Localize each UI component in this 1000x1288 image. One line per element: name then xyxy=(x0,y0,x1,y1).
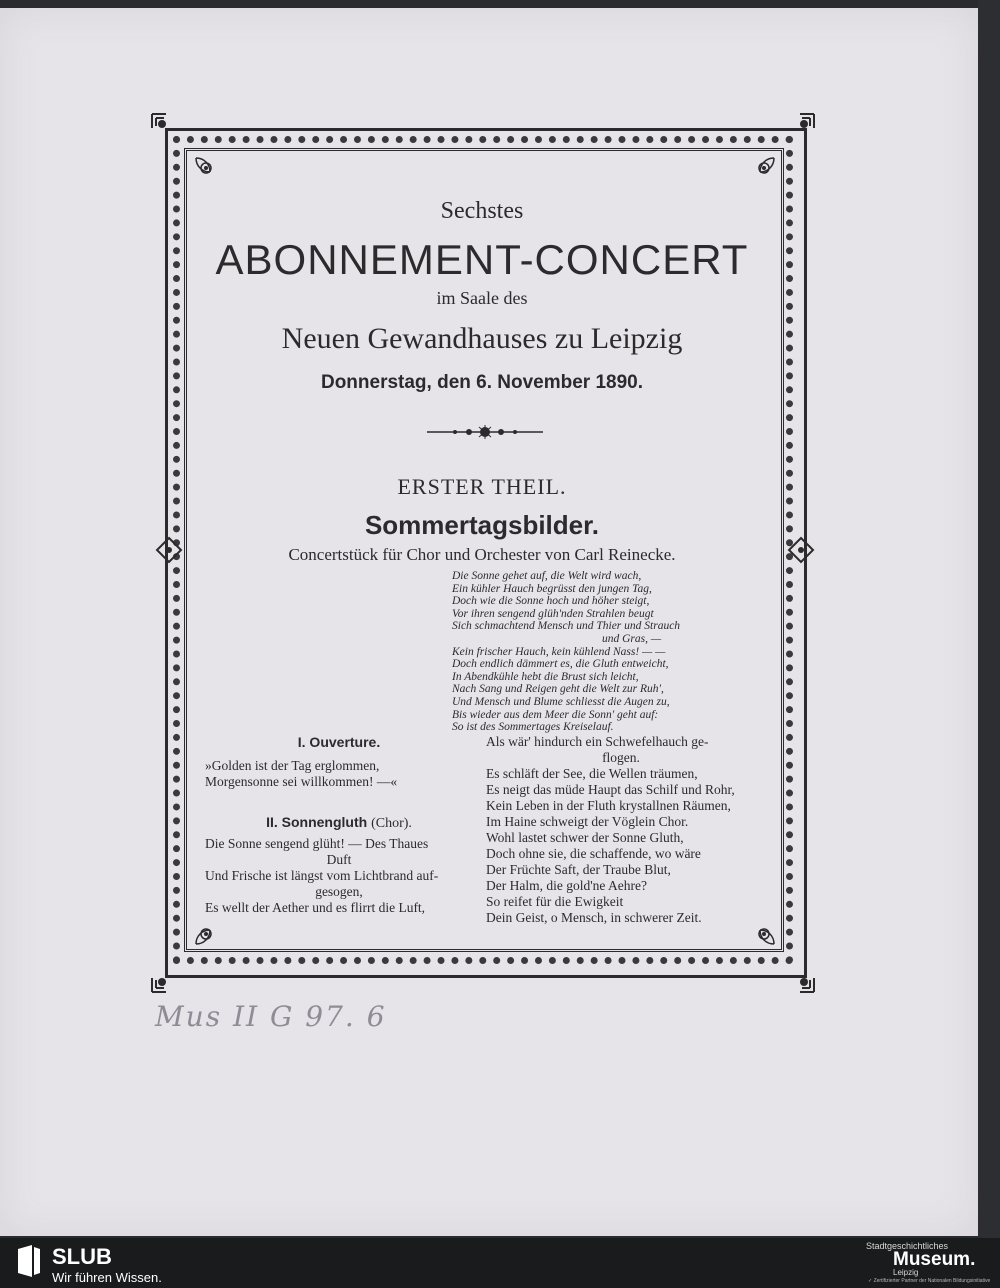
poem-line: Nach Sang und Reigen geht die Welt zur Ruh', xyxy=(452,683,664,696)
text-line: gesogen, xyxy=(315,884,363,899)
poem-line: Doch endlich dämmert es, die Gluth entweicht, xyxy=(452,658,669,671)
poem-line: Kein frischer Hauch, kein kühlend Nass! — — xyxy=(452,645,666,658)
section-heading xyxy=(205,814,473,832)
poem-line: Vor ihren sengend glüh'nden Strahlen beugt xyxy=(452,607,654,620)
poem-line: Sich schmachtend Mensch und Thier und Strauch xyxy=(452,620,681,633)
corner-ornament-icon xyxy=(778,112,816,150)
section-heading: I. Ouverture. xyxy=(297,734,381,750)
corner-ornament-icon xyxy=(150,112,188,150)
text-line: Es wellt der Aether und es flirrt die Luft, xyxy=(205,900,426,915)
inner-corner-flourish-icon xyxy=(192,154,230,192)
text-line: Es neigt das müde Haupt das Schilf und Rohr, xyxy=(486,782,735,797)
museum-name: Museum. xyxy=(893,1249,976,1270)
side-ornament-icon xyxy=(155,536,183,564)
text-line: flogen. xyxy=(602,750,640,765)
poem-line: Die Sonne gehet auf, die Welt wird wach, xyxy=(452,570,642,582)
work-title: Sommertagsbilder. xyxy=(364,510,600,540)
concert-date: Donnerstag, den 6. November 1890. xyxy=(320,372,644,393)
text-line: Dein Geist, o Mensch, in schwerer Zeit. xyxy=(486,910,702,925)
section-heading-title: II. Sonnengluth xyxy=(266,814,368,830)
text-line: Kein Leben in der Fluth krystallnen Räumen, xyxy=(486,798,731,813)
text-line: Duft xyxy=(326,852,352,867)
venue-prefix: im Saale des xyxy=(436,288,528,308)
venue-name: Neuen Gewandhauses zu Leipzig xyxy=(281,322,683,355)
museum-partner-note: ✓ Zertifizierter Partner der Nationalen Bildungsinitiative xyxy=(868,1278,991,1284)
corner-ornament-icon xyxy=(778,956,816,994)
text-line: Wohl lastet schwer der Sonne Gluth, xyxy=(486,830,684,845)
text-line: Der Halm, die gold'ne Aehre? xyxy=(486,878,647,893)
section-heading-note: (Chor). xyxy=(371,816,412,831)
text-line: Die Sonne sengend glüht! — Des Thaues xyxy=(205,836,429,851)
corner-ornament-icon xyxy=(150,956,188,994)
poem-line: In Abendkühle hebt die Brust sich leicht, xyxy=(452,670,639,683)
text-line: Im Haine schweigt der Vöglein Chor. xyxy=(486,814,689,829)
scan-edge xyxy=(978,0,1000,1238)
divider-ornament-icon xyxy=(425,424,545,440)
slub-logo-icon xyxy=(14,1243,42,1279)
poem-line: Doch wie die Sonne hoch und höher steigt, xyxy=(452,595,650,608)
text-line: »Golden ist der Tag erglommen, xyxy=(205,758,380,773)
text-line: Es schläft der See, die Wellen träumen, xyxy=(486,766,698,781)
text-line: So reifet für die Ewigkeit xyxy=(486,894,624,909)
text-line: Morgensonne sei willkommen! —« xyxy=(205,774,398,789)
concert-title: ABONNEMENT-CONCERT xyxy=(215,236,749,283)
work-subtitle: Concertstück für Chor und Orchester von Carl Reinecke. xyxy=(288,545,676,564)
poem-line: So ist des Sommertages Kreiselauf. xyxy=(452,721,614,734)
text-line: Als wär' hindurch ein Schwefelhauch ge- xyxy=(486,734,709,749)
museum-label-small: Stadtgeschichtliches xyxy=(866,1241,949,1251)
side-ornament-icon xyxy=(787,536,815,564)
library-name: SLUB xyxy=(52,1244,112,1269)
museum-city: Leipzig xyxy=(893,1268,919,1277)
library-tagline: Wir führen Wissen. xyxy=(52,1270,162,1285)
intro-poem xyxy=(452,570,764,734)
poem-line: Ein kühler Hauch begrüsst den jungen Tag, xyxy=(452,582,652,595)
shelfmark-annotation: Mus II G 97. 6 xyxy=(155,1000,387,1033)
poem-line: Bis wieder aus dem Meer die Sonn' geht auf: xyxy=(452,708,659,721)
left-column xyxy=(205,734,473,916)
poem-line: Und Mensch und Blume schliesst die Augen zu, xyxy=(452,695,670,708)
text-line: Und Frische ist längst vom Lichtbrand auf- xyxy=(205,868,439,883)
text-line: Doch ohne sie, die schaffende, wo wäre xyxy=(486,846,701,861)
concert-ordinal: Sechstes xyxy=(440,198,524,224)
poem-line: und Gras, — xyxy=(602,632,662,645)
part-heading: ERSTER THEIL. xyxy=(397,474,567,499)
text-line: Der Früchte Saft, der Traube Blut, xyxy=(486,862,671,877)
inner-corner-flourish-icon xyxy=(740,154,778,192)
right-column xyxy=(486,734,756,926)
